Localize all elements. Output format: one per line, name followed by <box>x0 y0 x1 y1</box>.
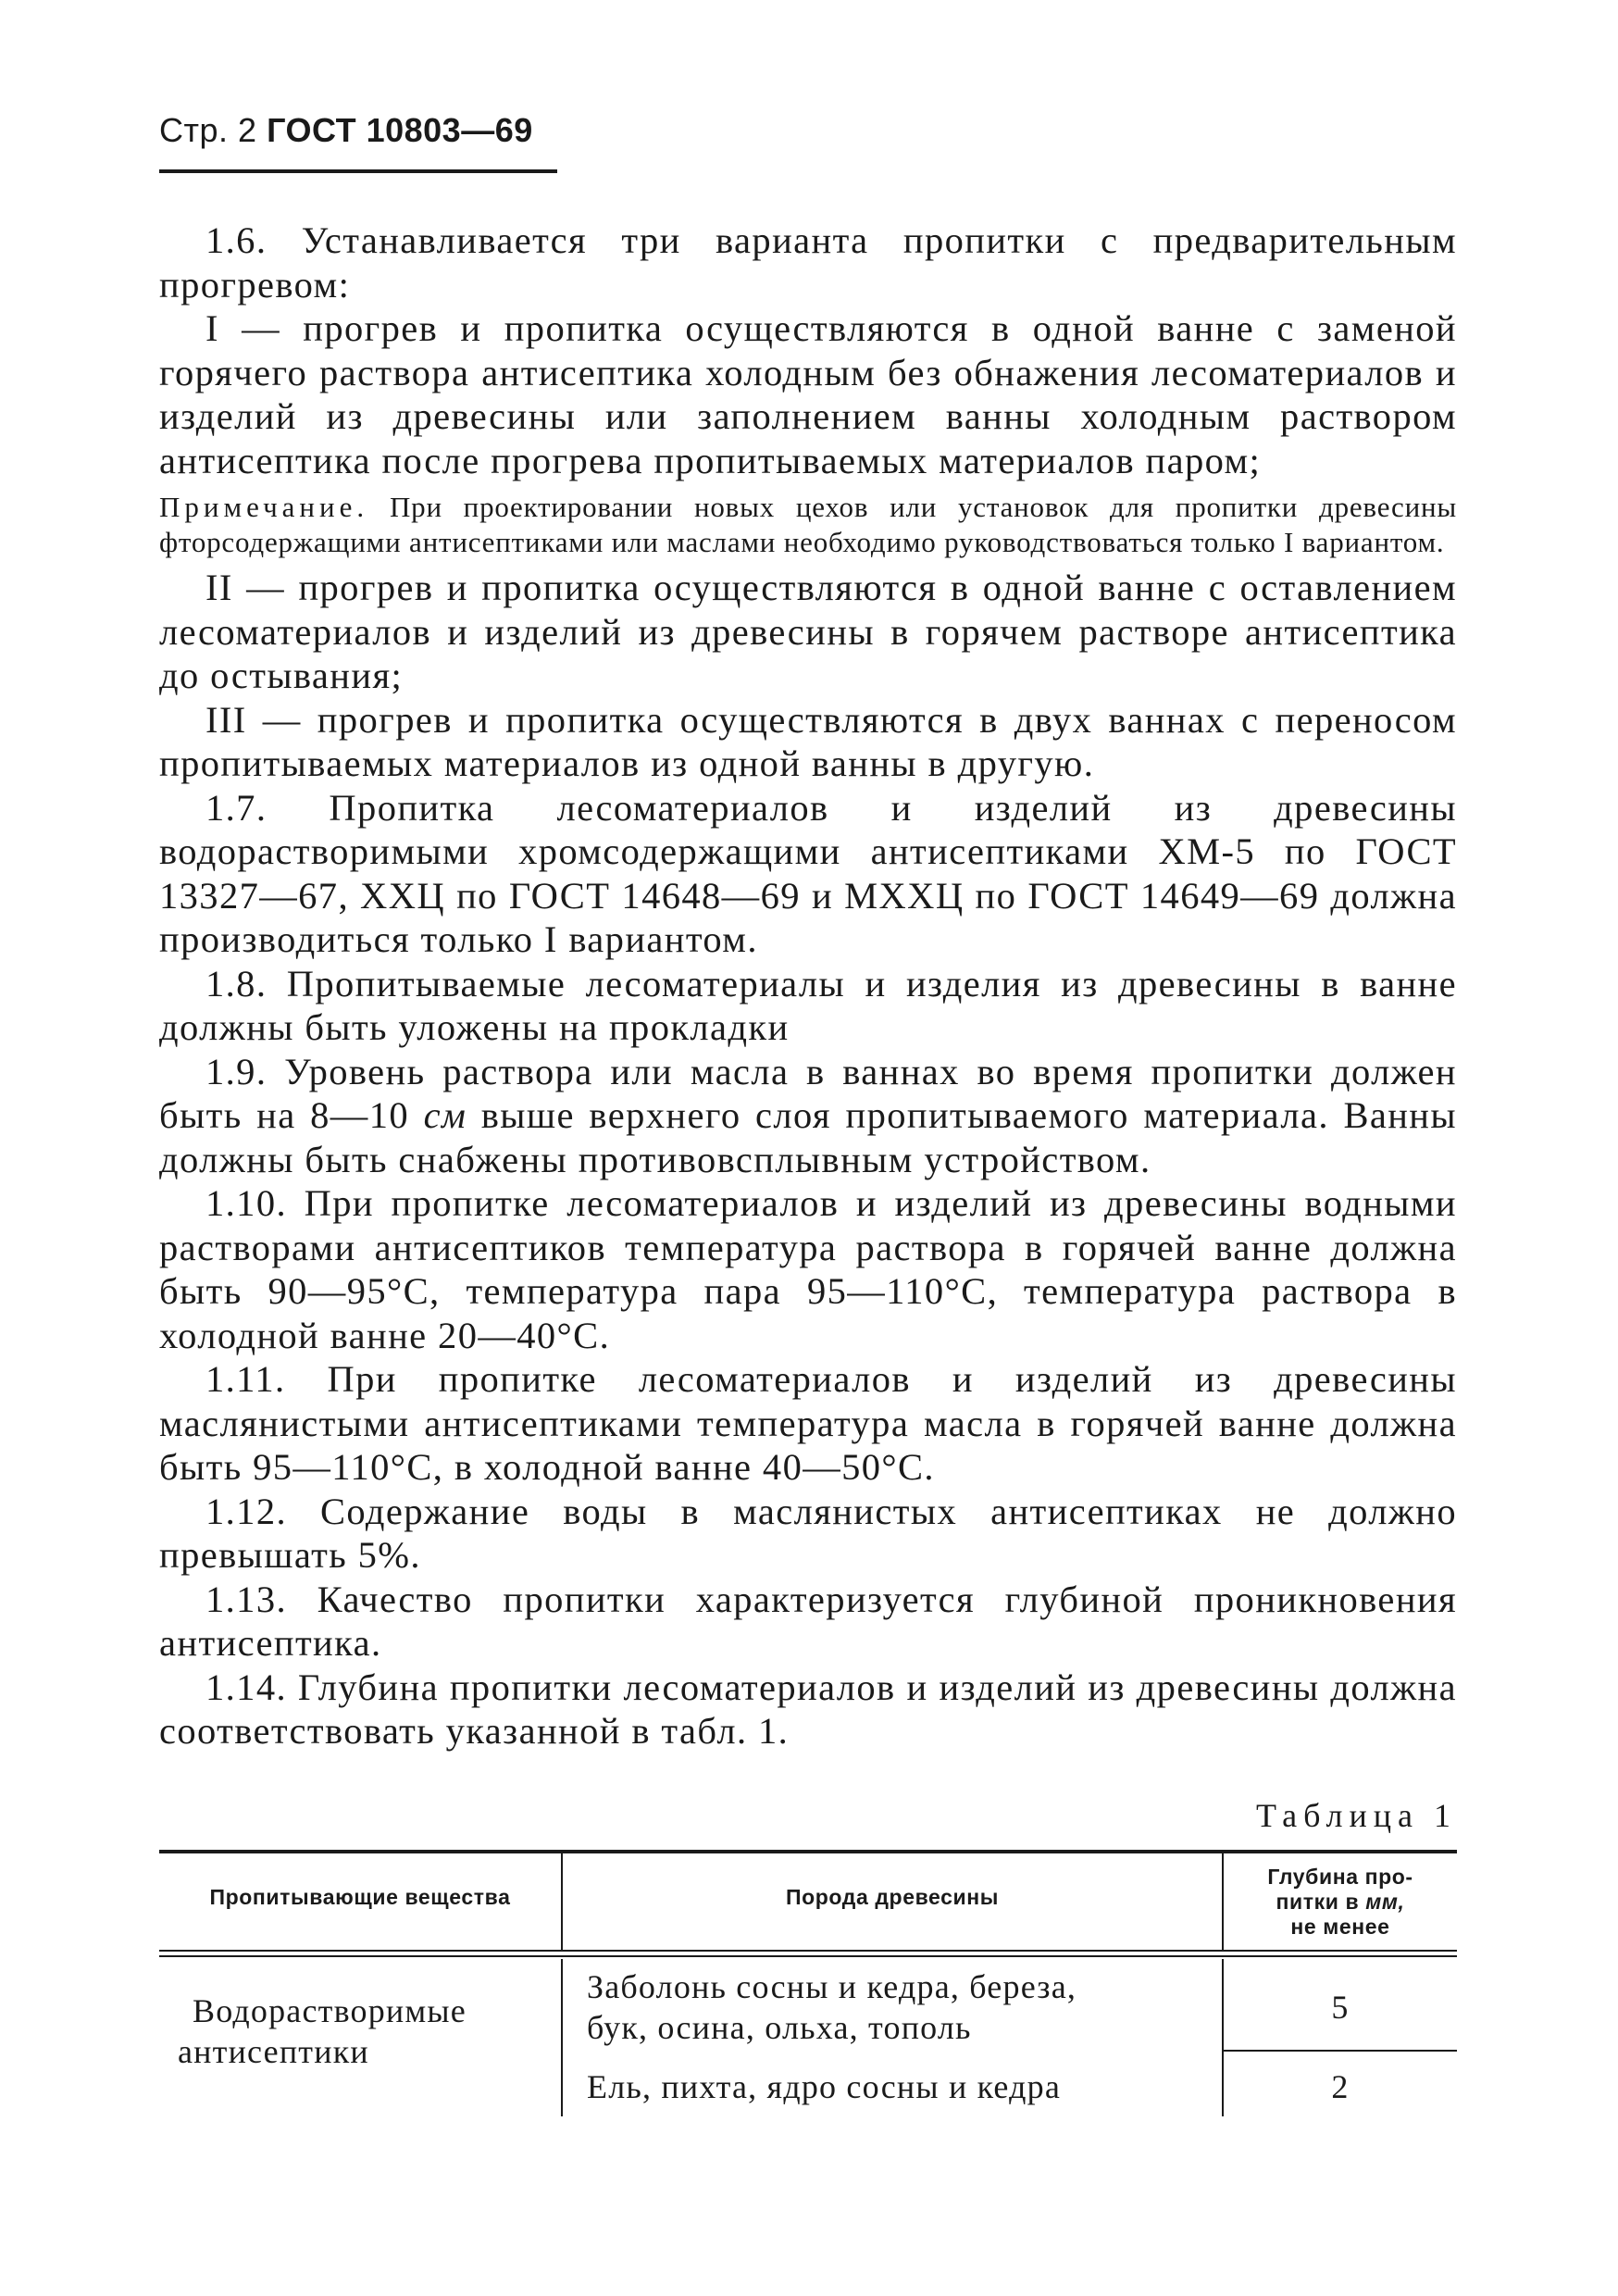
paragraph-variant-2: II — прогрев и пропитка осуществляются в одной ванне с оставлением лесоматериалов и изделий из древесины в горячем растворе антисептика до остывания; <box>159 567 1457 696</box>
table-caption: Таблица 1 <box>1256 1797 1457 1834</box>
header-depth-line-2 <box>1224 1890 1457 1915</box>
paragraph-1-7: 1.7. Пропитка лесоматериалов и изделий из древесины водорастворимыми хромсодержащими антисептиками ХМ-5 по ГОСТ 13327—67, ХХЦ по ГОСТ 14648—69 и МХХЦ по ГОСТ 14649—69 должна производиться только I вариантом. <box>159 786 1457 960</box>
group-label-line-2: антисептики <box>178 2033 369 2070</box>
paragraph-1-11: 1.11. При пропитке лесоматериалов и изделий из древесины маслянистыми антисептиками температура масла в горячей ванне должна быть 95—110°С, в холодной ванне 40—50°С. <box>159 1358 1457 1488</box>
header-bottom-rule <box>159 1950 1457 1952</box>
paragraph-1-6: 1.6. Устанавливается три варианта пропитки с предварительным прогревом: <box>159 219 1457 306</box>
header-depth <box>1224 1865 1457 1940</box>
row-1-wood-line-1: Заболонь сосны и кедра, береза, <box>587 1968 1077 2005</box>
paragraph-1-9 <box>159 1050 1457 1182</box>
paragraph-1-8: 1.8. Пропитываемые лесоматериалы и изделия из древесины в ванне должны быть уложены на прокладки <box>159 962 1457 1048</box>
col-divider-1-body <box>561 1959 563 2116</box>
paragraph-1-12: 1.12. Содержание воды в маслянистых антисептиках не должно превышать 5%. <box>159 1490 1457 1576</box>
note-label: Примечание. <box>159 491 369 523</box>
paragraph-1-13: 1.13. Качество пропитки характеризуется глубиной проникновения антисептика. <box>159 1578 1457 1664</box>
note <box>159 490 1457 560</box>
paragraph-variant-3: III — прогрев и пропитка осуществляются в двух ваннах с переносом пропитываемых материалов из одной ванны в другую. <box>159 698 1457 784</box>
header-depth-line-2-text: питки в <box>1276 1890 1360 1914</box>
table-row-1-depth: 5 <box>1331 1989 1350 2026</box>
paragraph-1-9-part-a: 1.9. Уровень раствора или масла в ваннах во время пропитки должен быть на 8—10 <box>159 1050 1457 1136</box>
page-label: Стр. 2 <box>159 111 257 149</box>
paragraph-variant-1: I — прогрев и пропитка осуществляются в одной ванне с заменой горячего раствора антисептика холодным без обнажения лесоматериалов и изделий из древесины или заполнением ванны холодным раствором антисептика после прогрева пропитываемых материалов паром; <box>159 307 1457 481</box>
table-row-1-wood <box>587 1966 1216 2048</box>
header-depth-line-1: Глубина про- <box>1267 1865 1413 1889</box>
body-text <box>159 218 1457 1753</box>
table-row-2-wood: Ель, пихта, ядро сосны и кедра <box>587 2068 1061 2105</box>
paragraph-1-9-part-b: выше верхнего слоя пропитываемого материала. Ванны должны быть снабжены противовсплывным устройством. <box>159 1094 1457 1180</box>
standard-number: ГОСТ 10803—69 <box>267 111 533 149</box>
paragraph-1-10: 1.10. При пропитке лесоматериалов и изделий из древесины водными растворами антисептиков температура раствора в горячей ванне должна быть 90—95°С, температура пара 95—110°С, температура раствора в холодной ванне 20—40°С. <box>159 1182 1457 1356</box>
group-label-line-1: Водорастворимые <box>193 1992 467 2029</box>
header-wood-species: Порода древесины <box>786 1885 999 1909</box>
header-impregnating-substances: Пропитывающие вещества <box>209 1885 511 1909</box>
table-top-rule <box>159 1850 1457 1853</box>
header-depth-line-3: не менее <box>1290 1915 1390 1939</box>
header-rule <box>159 169 557 173</box>
table-row-2-depth: 2 <box>1331 2068 1350 2105</box>
paragraph-1-14: 1.14. Глубина пропитки лесоматериалов и изделий из древесины должна соответствовать указанной в табл. 1. <box>159 1666 1457 1752</box>
note-text: При проектировании новых цехов или установок для пропитки древесины фторсодержащими антисептиками или маслами необходимо руководствоваться только I вариантом. <box>159 491 1457 558</box>
row-1-wood-line-2: бук, осина, ольха, тополь <box>587 2009 972 2046</box>
row-divider-depth <box>1222 2050 1457 2052</box>
unit-mm: мм, <box>1365 1890 1405 1914</box>
page-header <box>159 111 533 150</box>
group-label-water-soluble <box>178 1990 561 2072</box>
impregnation-depth-table <box>159 1850 1457 2118</box>
unit-cm: см <box>423 1094 467 1136</box>
header-bottom-rule-2 <box>159 1955 1457 1957</box>
